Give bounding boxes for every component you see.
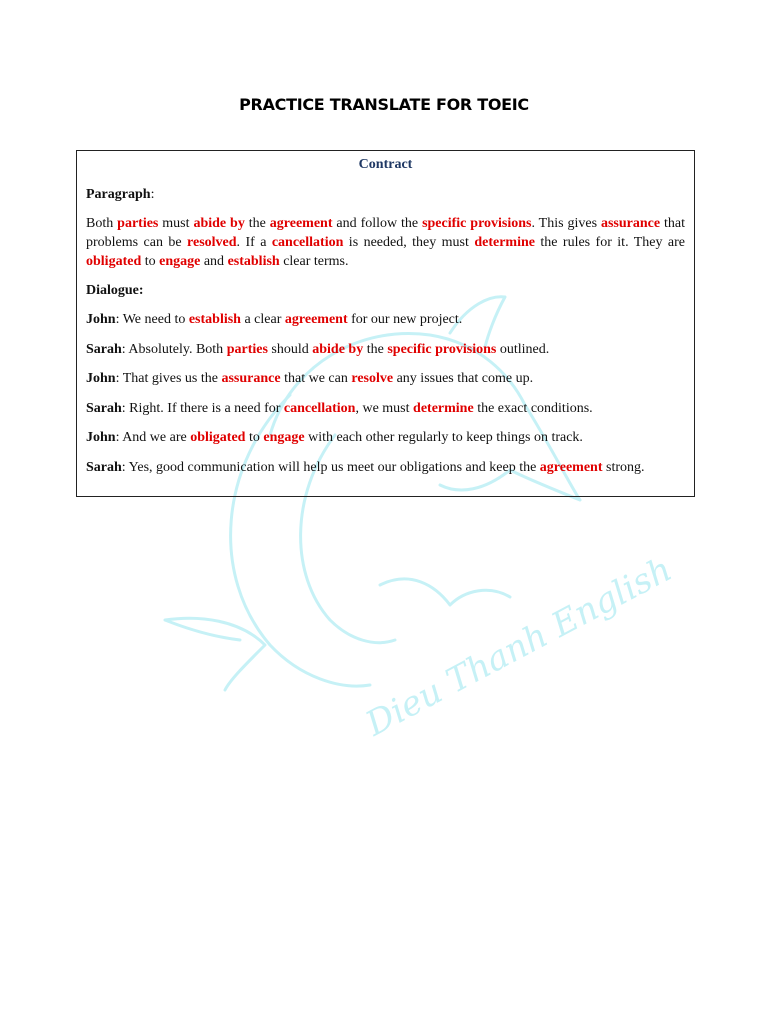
paragraph-label-suffix: : <box>150 187 155 202</box>
content-box <box>76 150 695 497</box>
text-run: must <box>158 216 194 231</box>
text-run: strong. <box>602 459 645 475</box>
text-run: any issues that come up. <box>393 371 534 386</box>
keyword: cancellation <box>283 400 356 416</box>
keyword: determine <box>474 235 535 250</box>
text-run: clear terms. <box>279 254 349 269</box>
watermark-tail <box>165 618 265 690</box>
page-title: PRACTICE TRANSLATE FOR TOEIC <box>239 95 529 114</box>
dialogue-label: Dialogue: <box>86 283 144 298</box>
keyword: agreement <box>269 216 333 231</box>
dialogue-line <box>86 458 685 477</box>
text-run: , we must <box>355 400 414 416</box>
keyword: establish <box>227 254 280 269</box>
text-run: to <box>245 430 264 445</box>
keyword: abide by <box>193 216 245 231</box>
text-run: that we can <box>280 371 352 386</box>
dialogue-list <box>86 310 685 477</box>
keyword: assurance <box>221 371 281 386</box>
keyword: cancellation <box>271 235 344 250</box>
text-run: : That gives us the <box>115 371 222 386</box>
keyword: resolve <box>351 371 394 386</box>
paragraph-text <box>86 214 685 271</box>
text-run: the <box>363 341 388 357</box>
text-run: the <box>244 216 270 231</box>
dialogue-line <box>86 310 685 329</box>
keyword: specific provisions <box>422 216 532 231</box>
dialogue-line <box>86 340 685 359</box>
text-run: a clear <box>240 312 285 327</box>
speaker-name: John <box>86 371 116 386</box>
text-run: and follow the <box>332 216 423 231</box>
text-run: and <box>200 254 228 269</box>
keyword: establish <box>188 312 241 327</box>
text-run: for our new project. <box>347 312 463 327</box>
box-heading: Contract <box>358 157 413 172</box>
keyword: agreement <box>539 459 603 475</box>
dialogue-line <box>86 399 685 418</box>
keyword: assurance <box>600 216 661 231</box>
text-run: : And we are <box>115 430 191 445</box>
keyword: parties <box>117 216 159 231</box>
text-run: the rules for it. They are <box>534 235 686 250</box>
text-run: . This gives <box>531 216 601 231</box>
text-run: Both <box>86 216 118 231</box>
paragraph-label-line <box>86 185 685 204</box>
watermark-wave <box>380 579 510 605</box>
text-run: : Right. If there is a need for <box>121 400 284 416</box>
text-run: . If a <box>236 235 272 250</box>
keyword: agreement <box>284 312 348 327</box>
keyword: obligated <box>86 254 142 269</box>
text-run: : Absolutely. Both <box>121 341 227 357</box>
speaker-name: Sarah <box>86 459 122 475</box>
keyword: engage <box>159 254 201 269</box>
text-run: that problems can be <box>86 216 686 250</box>
text-run: should <box>267 341 313 357</box>
text-run: to <box>141 254 160 269</box>
dialogue-line <box>86 369 685 388</box>
speaker-name: Sarah <box>86 341 122 357</box>
keyword: resolved <box>187 235 237 250</box>
text-run: : We need to <box>115 312 189 327</box>
text-run: outlined. <box>496 341 550 357</box>
keyword: determine <box>413 400 474 416</box>
keyword: parties <box>226 341 268 357</box>
paragraph-label: Paragraph <box>86 187 151 202</box>
text-run: with each other regularly to keep things on track. <box>304 430 583 445</box>
text-run: is needed, they must <box>343 235 475 250</box>
speaker-name: John <box>86 430 116 445</box>
keyword: abide by <box>312 341 364 357</box>
speaker-name: Sarah <box>86 400 122 416</box>
keyword: obligated <box>190 430 246 445</box>
text-run: the exact conditions. <box>473 400 593 416</box>
text-run: : Yes, good communication will help us meet our obligations and keep the <box>121 459 540 475</box>
keyword: engage <box>263 430 305 445</box>
watermark-text: Dieu Thanh English <box>359 549 679 745</box>
dialogue-line <box>86 428 685 447</box>
keyword: specific provisions <box>387 341 497 357</box>
speaker-name: John <box>86 312 116 327</box>
